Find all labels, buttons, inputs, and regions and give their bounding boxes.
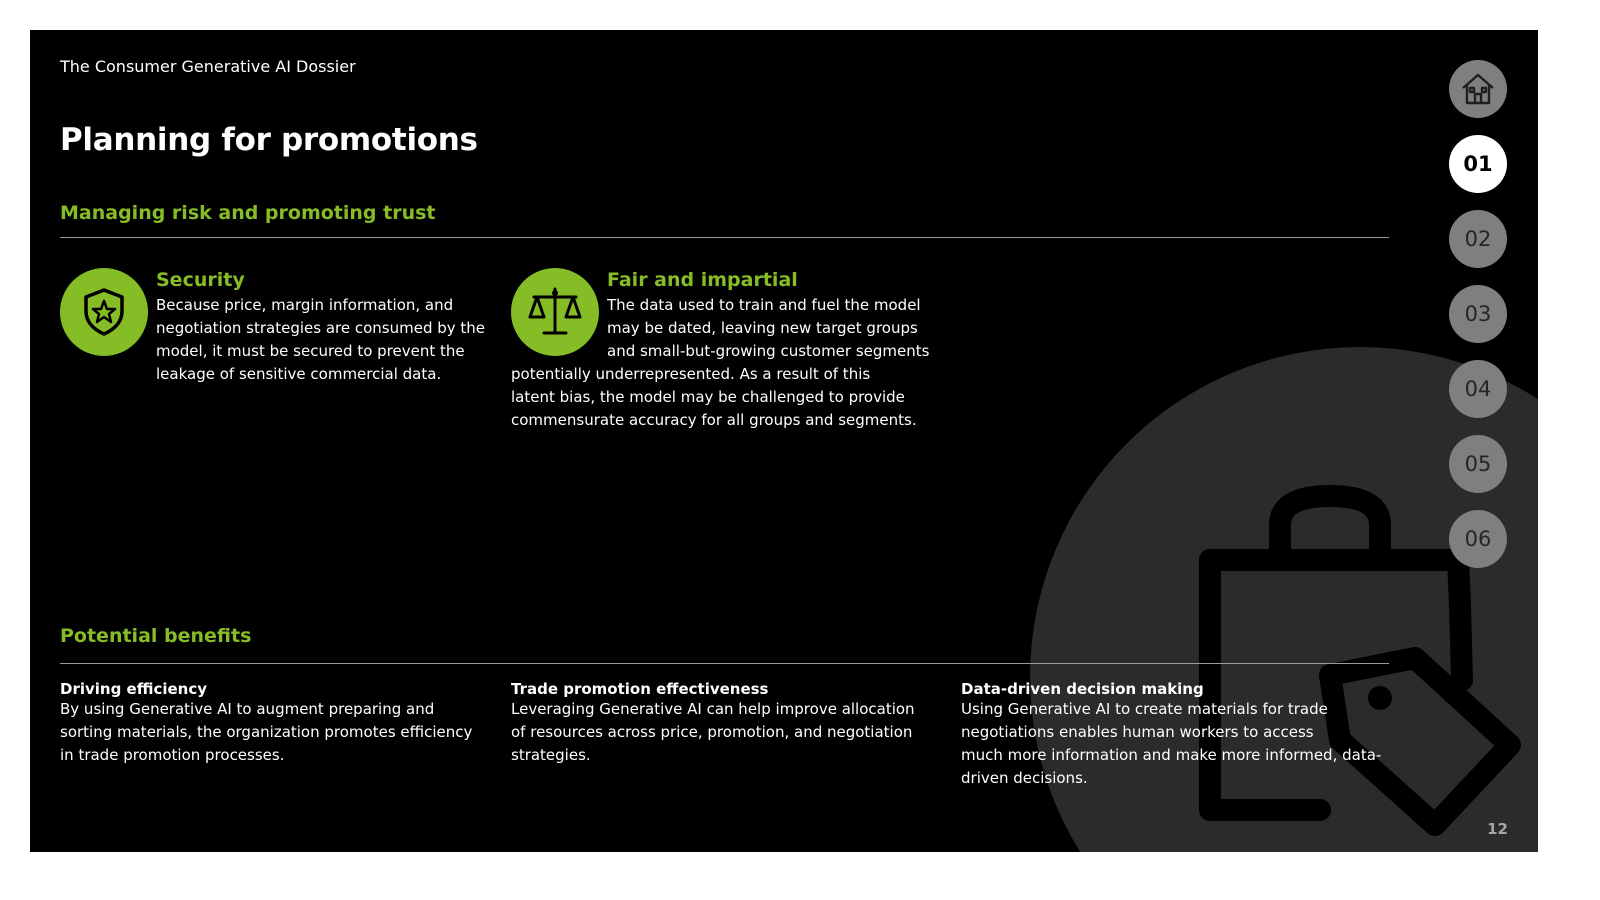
- nav-section-04[interactable]: 04: [1449, 360, 1507, 418]
- nav-section-06[interactable]: 06: [1449, 510, 1507, 568]
- shield-star-icon: [77, 285, 131, 339]
- home-icon: [1459, 70, 1497, 108]
- benefits-section-divider: [60, 663, 1389, 664]
- risk-section-heading: Managing risk and promoting trust: [60, 202, 436, 224]
- page-number: 12: [1487, 820, 1508, 838]
- page-title: Planning for promotions: [60, 122, 478, 158]
- fair-title: Fair and impartial: [607, 269, 798, 291]
- benefit-text: Leveraging Generative AI can help improve allocation of resources across price, promotion, and negotiation strategies.: [511, 700, 915, 764]
- nav-section-01[interactable]: 01: [1449, 135, 1507, 193]
- slide: [30, 30, 1538, 852]
- benefit-title: Data-driven decision making: [961, 680, 1204, 698]
- security-title: Security: [156, 269, 245, 291]
- nav-section-05[interactable]: 05: [1449, 435, 1507, 493]
- benefit-text: By using Generative AI to augment preparing and sorting materials, the organization promotes efficiency in trade promotion processes.: [60, 700, 473, 764]
- nav-home-button[interactable]: [1449, 60, 1507, 118]
- benefit-trade-promotion: [511, 680, 941, 767]
- benefit-title: Trade promotion effectiveness: [511, 680, 769, 698]
- benefits-section-heading: Potential benefits: [60, 625, 252, 647]
- benefit-title: Driving efficiency: [60, 680, 208, 698]
- fair-icon-badge: [511, 268, 599, 356]
- scales-icon: [526, 283, 584, 341]
- risk-section-divider: [60, 237, 1389, 238]
- benefit-text: Using Generative AI to create materials for trade negotiations enables human workers to access much more information and make more informed, data- driven decisions.: [961, 700, 1382, 787]
- fair-text-bottom: potentially underrepresented. As a result of this latent bias, the model may be challenged to provide commensurate accuracy for all groups and segments.: [511, 365, 917, 429]
- security-icon-badge: [60, 268, 148, 356]
- nav-section-03[interactable]: 03: [1449, 285, 1507, 343]
- security-text: Because price, margin information, and negotiation strategies are consumed by the model, it must be secured to prevent the leakage of sensitive commercial data.: [156, 296, 486, 383]
- benefit-driving-efficiency: [60, 680, 490, 767]
- benefit-data-driven: [961, 680, 1401, 790]
- fair-text-top: The data used to train and fuel the model may be dated, leaving new target groups and small-but-growing customer segments: [607, 296, 930, 360]
- nav-section-02[interactable]: 02: [1449, 210, 1507, 268]
- document-title: The Consumer Generative AI Dossier: [60, 57, 356, 76]
